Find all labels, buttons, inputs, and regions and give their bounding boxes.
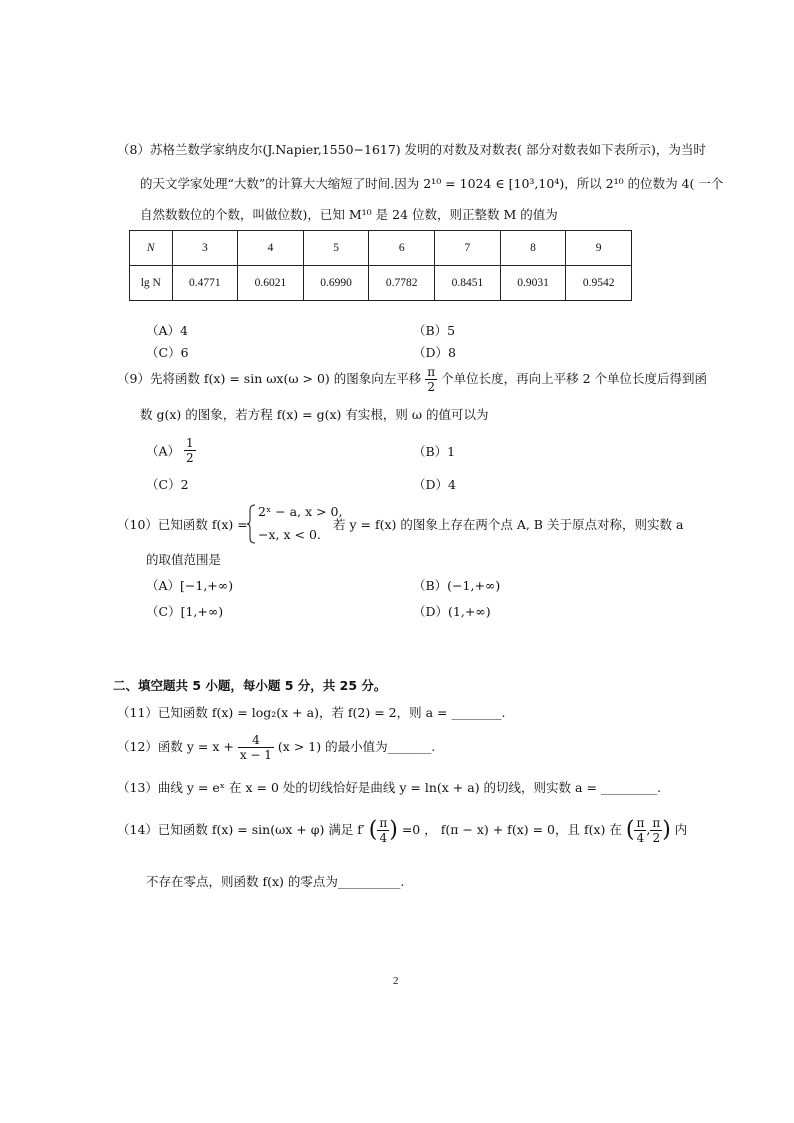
log-table (129, 230, 632, 301)
q9-option-a (146, 436, 196, 465)
table-cell: 0.9031 (500, 266, 566, 301)
q9-line2: 数 g(x) 的图象，若方程 f(x) = g(x) 有实根，则 ω 的值可以为 (140, 407, 489, 422)
table-cell: 0.6990 (303, 266, 369, 301)
q8-option-c: （C）6 (146, 345, 189, 360)
table-cell: 6 (369, 231, 435, 266)
q9-option-b: （B）1 (413, 444, 456, 459)
q13: （13）曲线 y = eˣ 在 x = 0 处的切线恰好是曲线 y = ln(x + a) 的切线，则实数 a = _________. (117, 780, 662, 795)
table-cell: 5 (303, 231, 369, 266)
q12-suffix: (x > 1) 的最小值为_______. (277, 739, 436, 754)
table-cell: 0.9542 (566, 266, 632, 301)
q11: （11）已知函数 f(x) = log₂(x + a)，若 f(2) = 2，则 a = ________. (117, 705, 506, 720)
table-cell: 7 (435, 231, 501, 266)
q14-line2: 不存在零点，则函数 f(x) 的零点为__________. (146, 874, 405, 889)
q9-option-a-fraction (184, 436, 196, 465)
q9-option-c: （C）2 (146, 477, 189, 492)
fraction-numerator: 1 (186, 436, 194, 450)
q10-option-b: （B）(−1,+∞) (413, 578, 501, 593)
table-cell: 0.7782 (369, 266, 435, 301)
fraction-numerator: π (427, 365, 436, 379)
table-cell: 8 (500, 231, 566, 266)
q12 (117, 733, 435, 762)
fraction-numerator: π (652, 816, 661, 830)
q9-line1-a: （9）先将函数 f(x) = sin ωx(ω > 0) 的图象向左平移 (117, 371, 422, 386)
fraction-numerator: π (379, 816, 388, 830)
fraction-denominator: x − 1 (239, 748, 272, 762)
table-cell: 4 (238, 231, 304, 266)
fraction-denominator: 4 (636, 831, 645, 845)
q10-option-c: （C）[1,+∞) (146, 604, 224, 619)
q10-line2: 的取值范围是 (146, 552, 222, 567)
fraction-numerator: 4 (238, 733, 274, 748)
q10-option-d: （D）(1,+∞) (413, 604, 491, 619)
q8-line1: （8）苏格兰数学家纳皮尔(J.Napier,1550−1617) 发明的对数及对数表( 部分对数表如下表所示)，为当时 (117, 142, 706, 157)
fraction-numerator: π (636, 816, 645, 830)
q9-option-d: （D）4 (413, 477, 456, 492)
q14-part2: =0 ， f(π − x) + f(x) = 0，且 f(x) 在 (401, 822, 622, 837)
table-cell: 0.4771 (172, 266, 238, 301)
q10-option-a: （A）[−1,+∞) (146, 578, 234, 593)
q8-option-b: （B）5 (413, 323, 456, 338)
q14-arg-fraction (377, 816, 389, 845)
table-row (130, 231, 632, 266)
section-title: 二、填空题共 5 小题，每小题 5 分，共 25 分。 (113, 678, 387, 693)
page-number: 2 (393, 975, 399, 987)
table-cell: 9 (566, 231, 632, 266)
q9-line1 (117, 365, 707, 394)
q10-suffix: 若 y = f(x) 的图象上存在两个点 A, B 关于原点对称，则实数 a (333, 517, 684, 532)
q14-part3: 内 (674, 822, 688, 837)
fraction-denominator: 2 (186, 451, 194, 465)
table-cell: 3 (172, 231, 238, 266)
table-row (130, 266, 632, 301)
q12-fraction (238, 733, 274, 762)
table-header-lgn: lg N (130, 266, 173, 301)
q8-line3: 自然数数位的个数，叫做位数)，已知 M¹⁰ 是 24 位数，则正整数 M 的值为 (140, 207, 558, 222)
q8-option-d: （D）8 (413, 345, 456, 360)
table-cell: 0.6021 (238, 266, 304, 301)
q10-brace (246, 504, 256, 544)
q9-shift-fraction (425, 365, 437, 394)
q8-line2: 的天文学家处理“大数”的计算大大缩短了时间.因为 2¹⁰ = 1024 ∈ [10³,10⁴)，所以 2¹⁰ 的位数为 4( 一个 (140, 176, 724, 191)
q10-case2: −x, x < 0. (258, 527, 321, 542)
q12-prefix: （12）函数 y = x + (117, 739, 234, 754)
table-header-n: N (130, 231, 173, 266)
q9-line1-b: 个单位长度，再向上平移 2 个单位长度后得到函 (441, 371, 708, 386)
q14-part1: （14）已知函数 f(x) = sin(ωx + φ) 满足 f′ (117, 822, 365, 837)
q14-interval-start (634, 816, 646, 845)
q14-line1: （14）已知函数 f(x) = sin(ωx + φ) 满足 f′ ( $\frac{\pi}{4}$ ) =0 ， f(π − x) + f(x) = 0，且 f(x) 在 ( $\frac{\pi}{4}$ , $\frac{\pi}{2}$ ) 内 (117, 816, 688, 845)
fraction-denominator: 2 (427, 380, 435, 394)
q8-option-a: （A）4 (146, 323, 188, 338)
fraction-denominator: 2 (652, 831, 661, 845)
table-cell: 0.8451 (435, 266, 501, 301)
fraction-denominator: 4 (379, 831, 388, 845)
q10-prefix: （10）已知函数 f(x) = (117, 517, 248, 532)
option-label: （A） (146, 443, 181, 459)
q10-case1: 2ˣ − a, x > 0, (258, 504, 343, 519)
q14-interval-end (650, 816, 662, 845)
